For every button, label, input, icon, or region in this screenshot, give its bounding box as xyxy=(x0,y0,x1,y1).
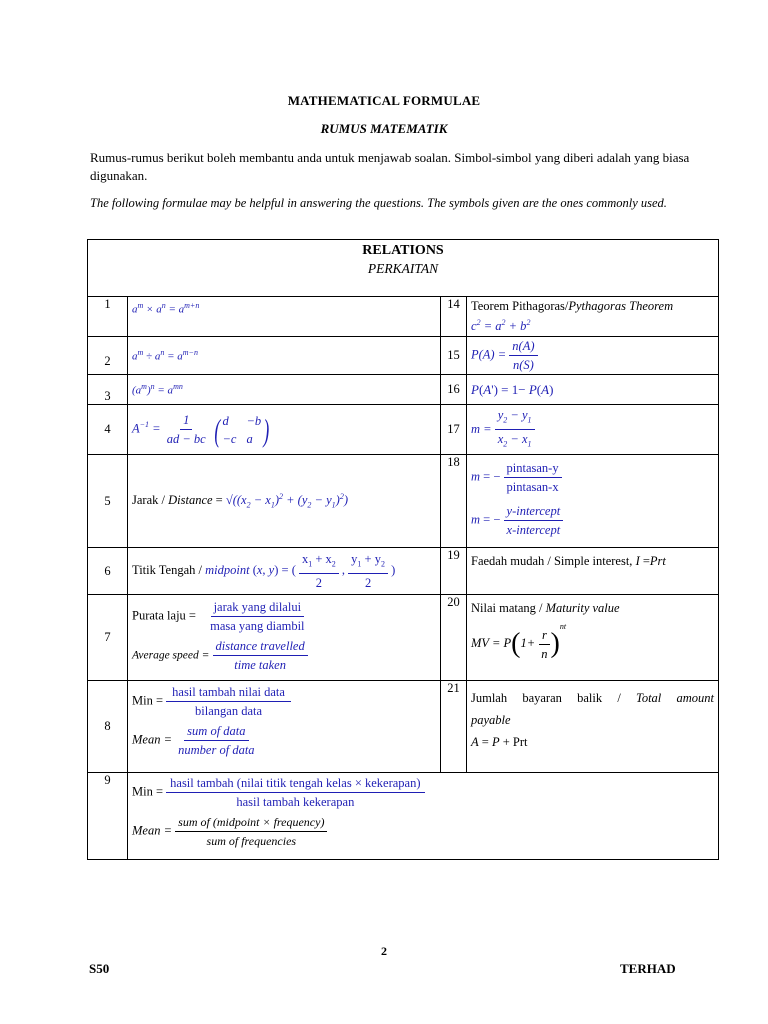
distance-numerator-ms: jarak yang dilalui xyxy=(211,598,304,617)
distance-numerator-en: distance travelled xyxy=(213,637,308,656)
row-number: 17 xyxy=(441,405,467,455)
formula-maturity-value: Nilai matang / Maturity value MV = P(1+ $\frac{r}{n}$ )$^{nt}$ xyxy=(467,595,719,681)
grouped-mean-denominator-ms: hasil tambah kekerapan xyxy=(236,795,355,809)
page-number: 2 xyxy=(381,944,387,958)
formula-indices-divide: $a^m \div a^n = a^{m-n}$ xyxy=(128,337,441,375)
formula-average-speed xyxy=(128,595,441,681)
intro-english: The following formulae may be helpful in answering the questions. The symbols given are the ones commonly used. xyxy=(90,196,667,210)
formula-complement: P(A') = 1− P(A) xyxy=(467,375,719,405)
mean-label-ms: Min = xyxy=(132,693,164,708)
formula-pythagoras: Teorem Pithagoras/Pythagoras Theorem $c^2 = a^2 + b^2$ xyxy=(467,297,719,337)
intercept-x-en: x-intercept xyxy=(506,523,561,537)
row-number: 18 xyxy=(441,455,467,548)
table-row xyxy=(88,337,719,375)
row-number: 4 xyxy=(88,405,128,455)
grouped-mean-numerator-ms: hasil tambah (nilai titik tengah kelas × kekerapan) xyxy=(166,774,424,793)
total-payable-label-en-2: payable xyxy=(471,713,511,727)
paper-code: S50 xyxy=(89,961,110,976)
row-number: 9 xyxy=(88,773,128,860)
mean-denominator-en: number of data xyxy=(178,743,255,757)
table-row xyxy=(88,595,719,681)
formula-midpoint: Titik Tengah / midpoint (x, y) = ( $\frac{x_1 + x_2}{2}$ , $\frac{y_1 + y_2}{2}$ ) xyxy=(128,548,441,595)
row-number: 5 xyxy=(88,455,128,548)
table-row xyxy=(88,681,719,773)
formula-inverse-matrix: $A^{-1}$ = $\frac{1}{ad - bc}$ ( d −b −c a ) xyxy=(128,405,441,455)
average-speed-label-en: Average speed = xyxy=(132,649,210,662)
table-row xyxy=(88,455,719,548)
grouped-mean-label-en: Mean = xyxy=(132,823,173,838)
intercept-y-en: y-intercept xyxy=(504,502,564,521)
header-perkaitan: PERKAITAN xyxy=(367,261,439,276)
row-number: 14 xyxy=(441,297,467,337)
formula-distance: Jarak / Distance = $√((x_2 - x_1)^2 + (y_2 - y_1)^2)$ xyxy=(128,455,441,548)
table-row xyxy=(88,297,719,337)
formula-table xyxy=(87,239,719,860)
row-number: 6 xyxy=(88,548,128,595)
maturity-label: Nilai matang / xyxy=(471,601,543,615)
row-number: 15 xyxy=(441,337,467,375)
simple-interest-label: Faedah mudah / Simple interest, xyxy=(471,554,633,568)
table-row xyxy=(88,405,719,455)
time-denominator-ms: masa yang diambil xyxy=(210,619,305,633)
maturity-label-en: Maturity value xyxy=(545,601,620,615)
total-payable-label-en: Total amount xyxy=(636,691,714,705)
header-relations: RELATIONS xyxy=(362,243,444,258)
row-number: 20 xyxy=(441,595,467,681)
row-number: 7 xyxy=(88,595,128,681)
grouped-mean-numerator-en: sum of (midpoint × frequency) xyxy=(175,813,327,832)
formula-total-payable: Jumlah bayaran balik / Total amount payable A = P + Prt xyxy=(467,681,719,773)
page-subtitle: RUMUS MATEMATIK xyxy=(320,121,448,136)
mean-numerator-ms: hasil tambah nilai data xyxy=(166,683,291,702)
intercept-x-ms: pintasan-x xyxy=(506,480,559,494)
classification-label: TERHAD xyxy=(620,961,676,976)
grouped-mean-denominator-en: sum of frequencies xyxy=(206,834,297,848)
table-row xyxy=(88,548,719,595)
table-row xyxy=(88,375,719,405)
table-row xyxy=(88,773,719,860)
row-number: 19 xyxy=(441,548,467,595)
formula-mean xyxy=(128,681,441,773)
mean-denominator-ms: bilangan data xyxy=(195,704,263,718)
intercept-y-ms: pintasan-y xyxy=(504,459,562,478)
row-number: 16 xyxy=(441,375,467,405)
formula-indices-multiply: $a^m \times a^n = a^{m+n}$ xyxy=(128,297,441,337)
formula-indices-power: $(a^m)^n = a^{mn}$ xyxy=(128,375,441,405)
time-denominator-en: time taken xyxy=(234,658,286,672)
formula-grouped-mean xyxy=(128,773,719,860)
table-header-row xyxy=(88,240,719,297)
formula-probability: P(A) = $\frac{n(A)}{n(S)}$ xyxy=(467,337,719,375)
row-number: 1 xyxy=(88,297,128,337)
average-speed-label-ms: Purata laju = xyxy=(132,608,196,623)
page-title: MATHEMATICAL FORMULAE xyxy=(287,93,481,108)
midpoint-label: Titik Tengah / xyxy=(132,562,202,577)
row-number: 8 xyxy=(88,681,128,773)
formula-simple-interest: Faedah mudah / Simple interest, I =Prt xyxy=(467,548,719,595)
midpoint-label-en: midpoint xyxy=(205,562,250,577)
total-payable-label: Jumlah bayaran balik / xyxy=(471,691,621,705)
grouped-mean-label-ms: Min = xyxy=(132,784,164,799)
row-number: 21 xyxy=(441,681,467,773)
row-number: 3 xyxy=(88,375,128,405)
formula-gradient-intercept: m = − $\frac{\text{pintasan-y}}{\text{pintasan-x}}$ m = − $\frac{\text{y-intercept}}{\text{x-intercept}}$ xyxy=(467,455,719,548)
intro-malay: Rumus-rumus berikut boleh membantu anda untuk menjawab soalan. Simbol-simbol yang diberi adalah yang biasa digunakan. xyxy=(90,150,690,183)
formula-gradient: m = $\frac{y_2 - y_1}{x_2 - x_1}$ xyxy=(467,405,719,455)
row-number: 2 xyxy=(88,337,128,375)
mean-numerator-en: sum of data xyxy=(184,722,248,741)
mean-label-en: Mean = xyxy=(132,732,173,747)
